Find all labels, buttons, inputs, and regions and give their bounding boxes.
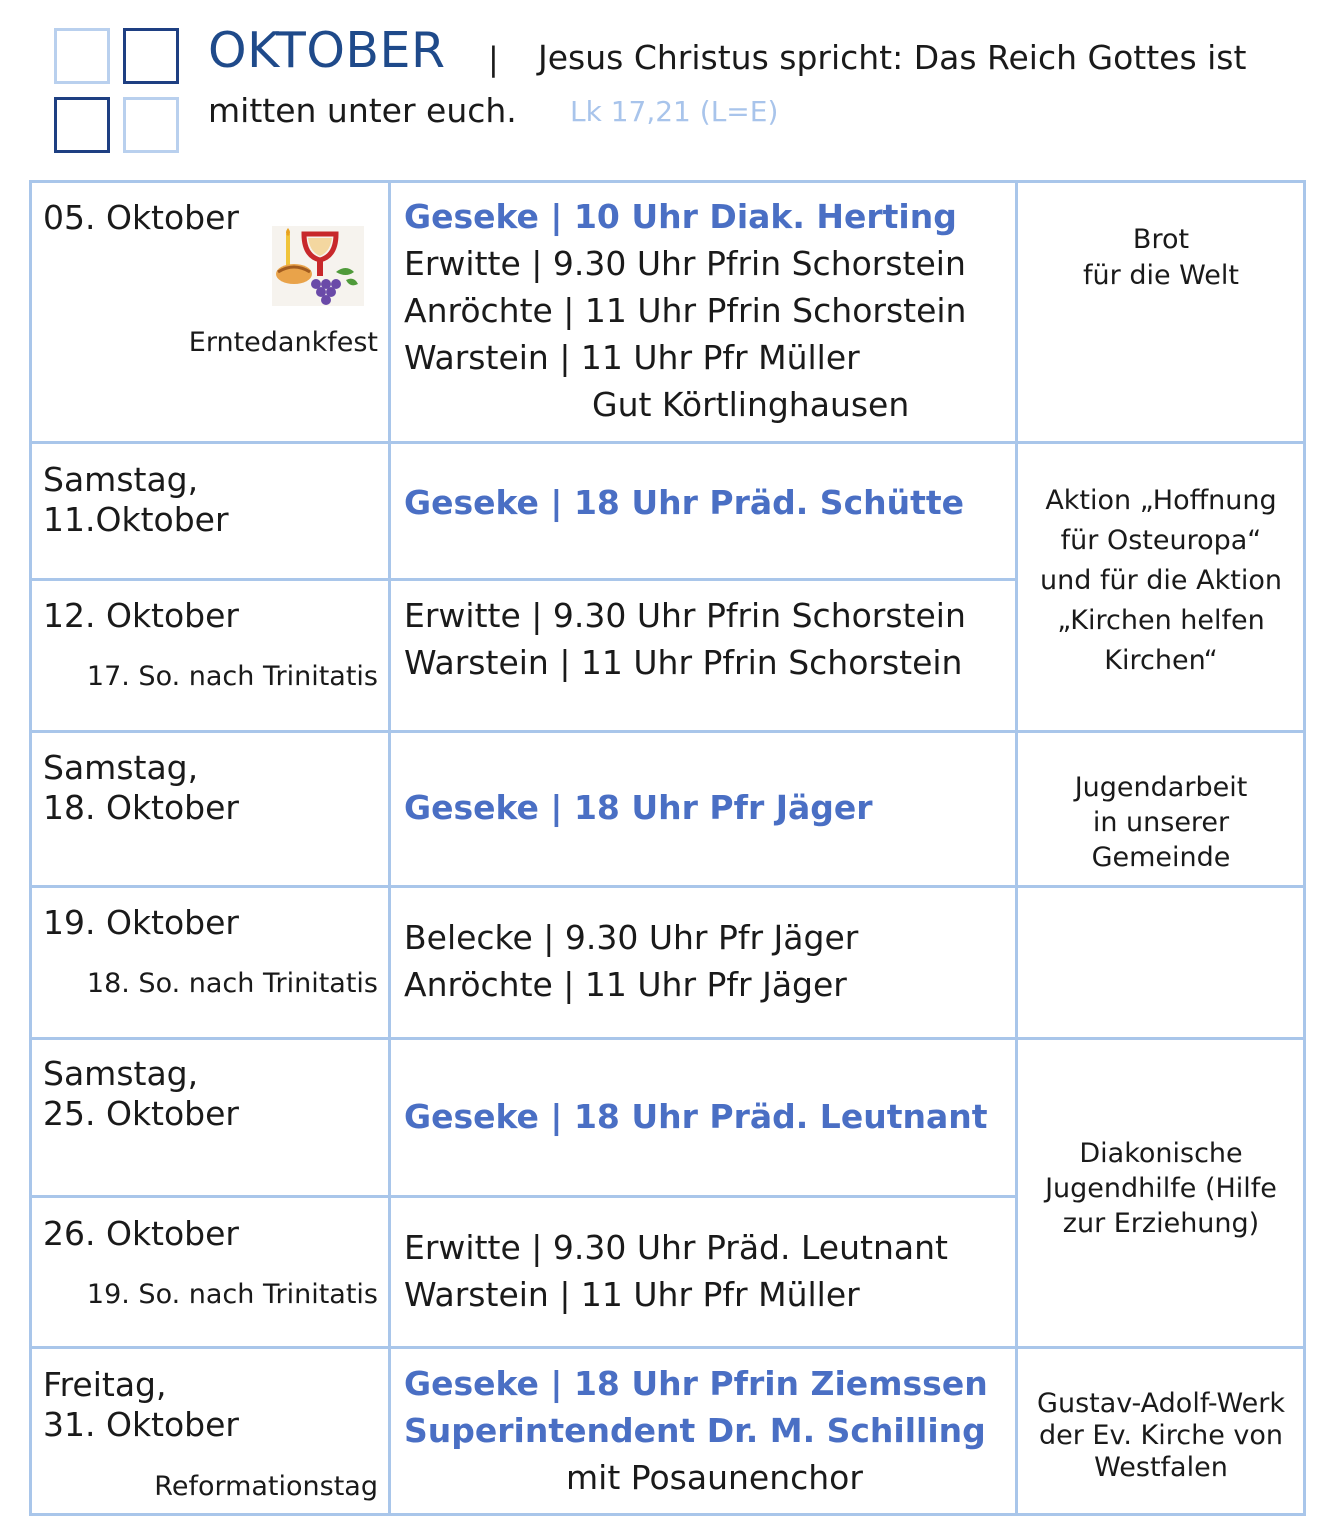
row7-service-erwitte: Erwitte | 9.30 Uhr Präd. Leutnant <box>404 1228 948 1267</box>
row2-service-geseke: Geseke | 18 Uhr Präd. Schütte <box>404 483 965 522</box>
harvest-chalice-icon <box>272 226 364 306</box>
row2-date: Samstag, 11.Oktober <box>43 460 229 539</box>
monthly-verse-line-2: mitten unter euch. <box>208 91 517 130</box>
row8-service-music: mit Posaunenchor <box>566 1458 863 1497</box>
row7-date: 26. Oktober <box>43 1214 240 1253</box>
row6-date: Samstag, 25. Oktober <box>43 1054 240 1133</box>
row3-service-warstein: Warstein | 11 Uhr Pfrin Schorstein <box>404 643 963 682</box>
row3-occasion: 17. So. nach Trinitatis <box>86 661 378 692</box>
verse-reference: Lk 17,21 (L=E) <box>570 95 779 128</box>
row5-service-belecke: Belecke | 9.30 Uhr Pfr Jäger <box>404 918 859 957</box>
row5-date: 19. Oktober <box>43 903 240 942</box>
row5-occasion: 18. So. nach Trinitatis <box>86 968 378 999</box>
row7-occasion: 19. So. nach Trinitatis <box>86 1279 378 1310</box>
row5-service-anroechte: Anröchte | 11 Uhr Pfr Jäger <box>404 965 847 1004</box>
row1-service-geseke: Geseke | 10 Uhr Diak. Herting <box>404 197 957 236</box>
logo-square-bottom-right <box>123 97 179 153</box>
row8-collection: Gustav-Adolf-Werk der Ev. Kirche von Westfalen <box>1037 1388 1285 1483</box>
title-separator: | <box>488 40 499 78</box>
row1-service-anroechte: Anröchte | 11 Uhr Pfrin Schorstein <box>404 291 967 330</box>
row1-service-erwitte: Erwitte | 9.30 Uhr Pfrin Schorstein <box>404 244 966 283</box>
row8-service-superintendent: Superintendent Dr. M. Schilling <box>404 1411 986 1450</box>
row1-service-warstein: Warstein | 11 Uhr Pfr Müller <box>404 338 860 377</box>
row3-date: 12. Oktober <box>43 596 240 635</box>
row1-date: 05. Oktober <box>43 198 240 237</box>
logo-square-top-right <box>123 28 179 84</box>
row6-service-geseke: Geseke | 18 Uhr Präd. Leutnant <box>404 1097 988 1136</box>
row1-collection: Brot für die Welt <box>1083 224 1239 291</box>
row4-service-geseke: Geseke | 18 Uhr Pfr Jäger <box>404 788 873 827</box>
row1-service-location: Gut Körtlinghausen <box>592 385 910 424</box>
row8-date: Freitag, 31. Oktober <box>43 1365 240 1444</box>
monthly-verse-line-1: Jesus Christus spricht: Das Reich Gottes ist <box>538 38 1247 77</box>
row4-date: Samstag, 18. Oktober <box>43 748 240 827</box>
logo-square-top-left <box>54 28 110 84</box>
row7-service-warstein: Warstein | 11 Uhr Pfr Müller <box>404 1275 860 1314</box>
row4-collection: Jugendarbeit in unserer Gemeinde <box>1074 772 1248 873</box>
row2-3-collection: Aktion „Hoffnung für Osteuropa“ und für die Aktion „Kirchen helfen Kirchen“ <box>1040 485 1282 676</box>
month-title: OKTOBER <box>208 22 446 79</box>
row8-service-geseke: Geseke | 18 Uhr Pfrin Ziemssen <box>404 1364 988 1403</box>
row1-occasion: Erntedankfest <box>188 327 378 358</box>
logo-square-bottom-left <box>54 97 110 153</box>
row6-7-collection: Diakonische Jugendhilfe (Hilfe zur Erziehung) <box>1045 1138 1277 1239</box>
row8-occasion: Reformationstag <box>154 1471 378 1502</box>
row3-service-erwitte: Erwitte | 9.30 Uhr Pfrin Schorstein <box>404 596 966 635</box>
